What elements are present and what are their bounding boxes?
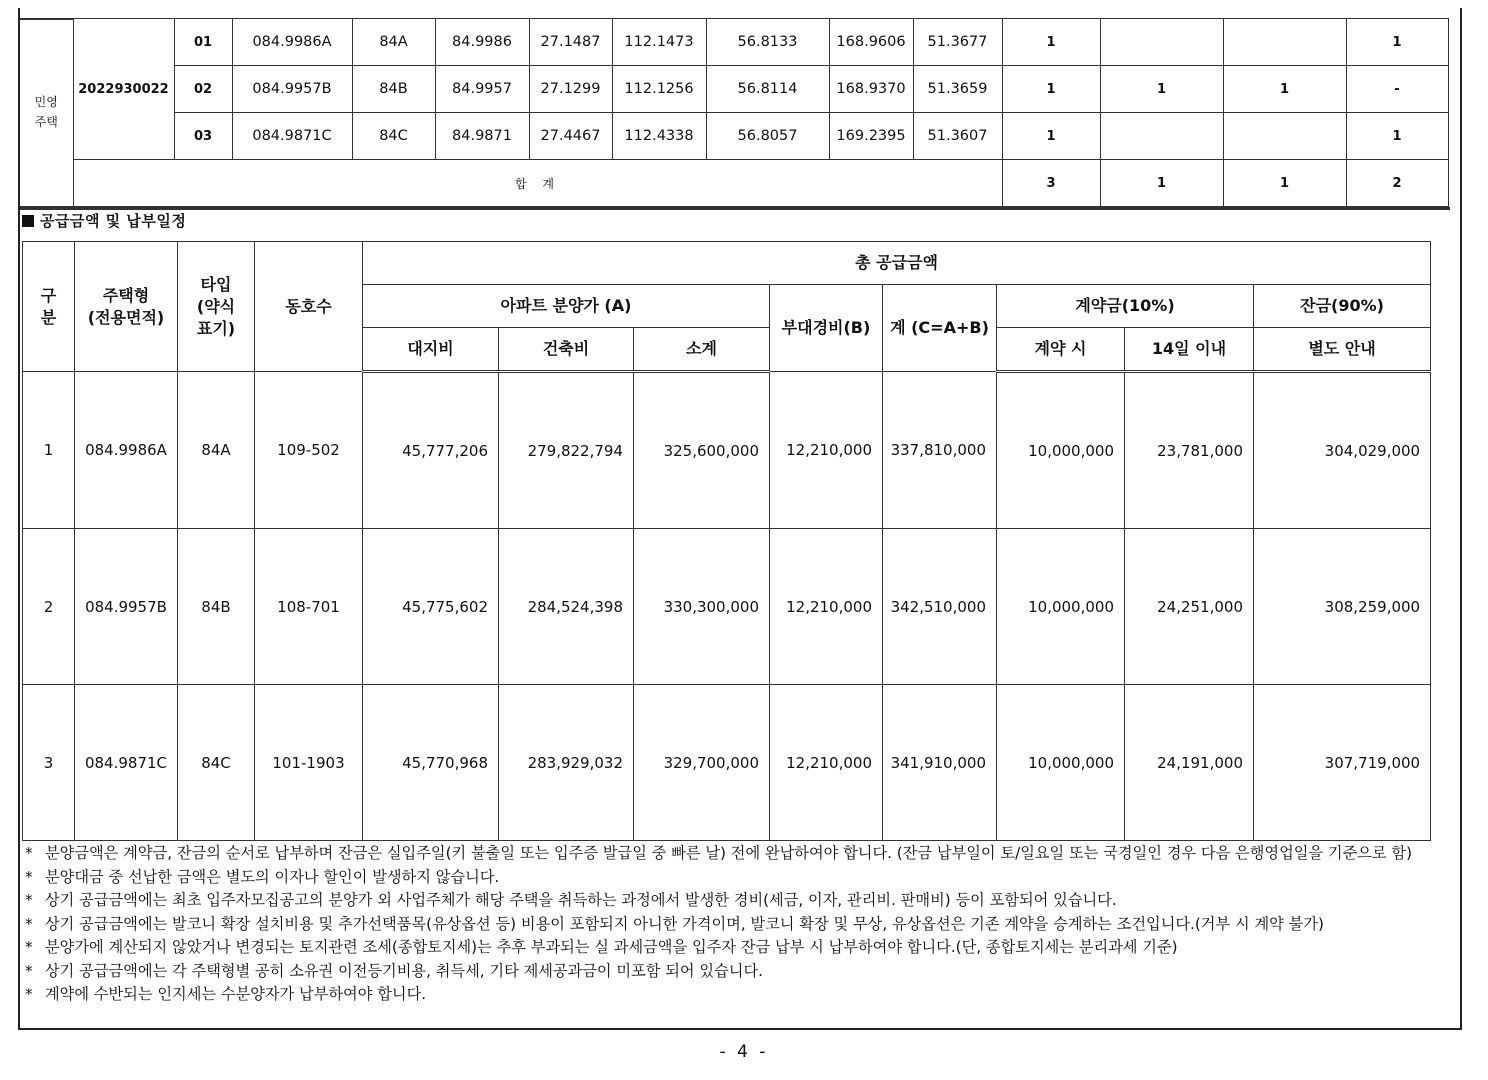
balance: 308,259,000 <box>1254 529 1431 685</box>
category-label: 민영 주택 <box>20 19 73 207</box>
note-item <box>24 842 1444 866</box>
unit-number: 109-502 <box>255 372 363 529</box>
note-text: 분양금액은 계약금, 잔금의 순서로 납부하며 잔금은 실입주일(키 불출일 또는 입주증 발급일 중 빠른 날) 전에 완납하여야 합니다. (잔금 납부일이 토/일요일 또는 국경일인 경우 다음 은행영업일을 기준으로 함) <box>45 844 1413 862</box>
note-item <box>24 936 1444 960</box>
extra-cost: 12,210,000 <box>770 529 883 685</box>
total-count: 3 <box>1002 160 1100 207</box>
col-sum: 계 (C=A+B) <box>883 285 997 372</box>
asterisk-icon: * <box>25 844 33 862</box>
household-count: - <box>1346 66 1448 113</box>
table-row <box>20 113 1448 160</box>
area-value: 27.1487 <box>529 19 612 66</box>
sum: 337,810,000 <box>883 372 997 529</box>
total-count: 1 <box>1100 160 1223 207</box>
on-contract: 10,000,000 <box>997 372 1125 529</box>
area-value: 51.3659 <box>913 66 1002 113</box>
col-land: 대지비 <box>363 328 499 372</box>
area-value: 27.4467 <box>529 113 612 160</box>
area-value: 56.8057 <box>706 113 829 160</box>
sum: 342,510,000 <box>883 529 997 685</box>
household-count: 1 <box>1002 66 1100 113</box>
type-abbr: 84B <box>178 529 255 685</box>
col-type-abbr: 타입 (약식 표기) <box>178 242 255 372</box>
subtotal: 329,700,000 <box>634 685 770 841</box>
within-14: 24,191,000 <box>1125 685 1254 841</box>
total-count: 2 <box>1346 160 1448 207</box>
asterisk-icon: * <box>25 938 33 956</box>
extra-cost: 12,210,000 <box>770 685 883 841</box>
type-abbr: 84A <box>178 372 255 529</box>
housing-type: 084.9986A <box>75 372 178 529</box>
note-item <box>24 960 1444 984</box>
row-no: 01 <box>174 19 232 66</box>
area-value: 169.2395 <box>829 113 913 160</box>
note-text: 상기 공급금액에는 최초 입주자모집공고의 분양가 외 사업주체가 해당 주택을 취득하는 과정에서 발생한 경비(세금, 이자, 관리비. 판매비) 등이 포함되어 있습니다. <box>45 891 1117 909</box>
area-value: 51.3677 <box>913 19 1002 66</box>
land-cost: 45,770,968 <box>363 685 499 841</box>
col-unit: 동호수 <box>255 242 363 372</box>
row-no: 2 <box>23 529 75 685</box>
type-abbr: 84C <box>178 685 255 841</box>
note-item <box>24 866 1444 890</box>
asterisk-icon: * <box>25 961 33 980</box>
total-row <box>20 160 1448 207</box>
note-item <box>24 913 1444 937</box>
asterisk-icon: * <box>25 867 33 886</box>
household-count <box>1223 113 1346 160</box>
household-count <box>1223 19 1346 66</box>
note-text: 계약에 수반되는 인지세는 수분양자가 납부하여야 합니다. <box>45 985 427 1003</box>
row-no: 02 <box>174 66 232 113</box>
building-cost: 283,929,032 <box>499 685 634 841</box>
col-apt-price: 아파트 분양가 (A) <box>363 285 770 328</box>
table-row <box>23 372 1431 529</box>
within-14: 23,781,000 <box>1125 372 1254 529</box>
area-value: 51.3607 <box>913 113 1002 160</box>
total-count: 1 <box>1223 160 1346 207</box>
row-no: 03 <box>174 113 232 160</box>
table-row <box>23 529 1431 685</box>
subtotal: 330,300,000 <box>634 529 770 685</box>
area-value: 56.8133 <box>706 19 829 66</box>
price-schedule-table <box>22 241 1431 841</box>
household-count: 1 <box>1346 113 1448 160</box>
header-row <box>23 242 1431 285</box>
area-value: 112.1256 <box>612 66 706 113</box>
col-housing-type: 주택형 (전용면적) <box>75 242 178 372</box>
area-value: 168.9606 <box>829 19 913 66</box>
col-building: 건축비 <box>499 328 634 372</box>
area-value: 84.9871 <box>435 113 529 160</box>
total-label: 합 계 <box>73 160 1002 207</box>
type-abbr: 84C <box>352 113 435 160</box>
type-abbr: 84B <box>352 66 435 113</box>
building-cost: 284,524,398 <box>499 529 634 685</box>
col-gubun: 구 분 <box>23 242 75 372</box>
section-title <box>22 210 186 231</box>
section-title-text: 공급금액 및 납부일정 <box>40 212 187 230</box>
row-no: 3 <box>23 685 75 841</box>
area-value: 112.1473 <box>612 19 706 66</box>
note-text: 분양가에 계산되지 않았거나 변경되는 토지관련 조세(종합토지세)는 추후 부과되는 실 과세금액을 입주자 잔금 납부 시 납부하여야 합니다.(단, 종합토지세는 분리과세 기준) <box>45 938 1178 956</box>
model-number: 2022930022 <box>73 19 174 160</box>
land-cost: 45,775,602 <box>363 529 499 685</box>
table-row <box>23 685 1431 841</box>
area-value: 84.9986 <box>435 19 529 66</box>
household-count: 1 <box>1002 19 1100 66</box>
area-value: 112.4338 <box>612 113 706 160</box>
household-count: 1 <box>1100 66 1223 113</box>
type-code: 084.9957B <box>232 66 352 113</box>
asterisk-icon: * <box>25 914 33 933</box>
on-contract: 10,000,000 <box>997 529 1125 685</box>
land-cost: 45,777,206 <box>363 372 499 529</box>
note-text: 분양대금 중 선납한 금액은 별도의 이자나 할인이 발생하지 않습니다. <box>45 867 500 886</box>
col-subtotal: 소계 <box>634 328 770 372</box>
extra-cost: 12,210,000 <box>770 372 883 529</box>
on-contract: 10,000,000 <box>997 685 1125 841</box>
household-count: 1 <box>1223 66 1346 113</box>
building-cost: 279,822,794 <box>499 372 634 529</box>
housing-type: 084.9871C <box>75 685 178 841</box>
asterisk-icon: * <box>25 985 33 1003</box>
square-bullet-icon <box>22 215 34 227</box>
asterisk-icon: * <box>25 891 33 909</box>
note-text: 상기 공급금액에는 발코니 확장 설치비용 및 추가선택품목(유상옵션 등) 비용이 포함되지 아니한 가격이며, 발코니 확장 및 무상, 유상옵션은 기존 계약을 승계하는 조건입니다.(거부 시 계약 불가) <box>45 914 1324 933</box>
col-deposit: 계약금(10%) <box>997 285 1254 328</box>
col-on-contract: 계약 시 <box>997 328 1125 372</box>
unit-breakdown-table <box>20 18 1449 207</box>
type-code: 084.9986A <box>232 19 352 66</box>
note-item <box>24 983 1444 1007</box>
page-number: - 4 - <box>719 1042 769 1062</box>
col-separate: 별도 안내 <box>1254 328 1431 372</box>
household-count <box>1100 19 1223 66</box>
table-row <box>20 19 1448 66</box>
section-divider <box>20 207 1450 210</box>
sum: 341,910,000 <box>883 685 997 841</box>
area-value: 27.1299 <box>529 66 612 113</box>
unit-number: 108-701 <box>255 529 363 685</box>
within-14: 24,251,000 <box>1125 529 1254 685</box>
type-code: 084.9871C <box>232 113 352 160</box>
table-row <box>20 66 1448 113</box>
household-count: 1 <box>1002 113 1100 160</box>
unit-number: 101-1903 <box>255 685 363 841</box>
type-abbr: 84A <box>352 19 435 66</box>
balance: 307,719,000 <box>1254 685 1431 841</box>
col-balance: 잔금(90%) <box>1254 285 1431 328</box>
area-value: 56.8114 <box>706 66 829 113</box>
col-total-supply: 총 공급금액 <box>363 242 1431 285</box>
row-no: 1 <box>23 372 75 529</box>
household-count <box>1100 113 1223 160</box>
col-extra: 부대경비(B) <box>770 285 883 372</box>
top-rule <box>20 18 74 20</box>
area-value: 84.9957 <box>435 66 529 113</box>
area-value: 168.9370 <box>829 66 913 113</box>
subtotal: 325,600,000 <box>634 372 770 529</box>
housing-type: 084.9957B <box>75 529 178 685</box>
balance: 304,029,000 <box>1254 372 1431 529</box>
note-item <box>24 889 1444 913</box>
household-count: 1 <box>1346 19 1448 66</box>
col-within-14: 14일 이내 <box>1125 328 1254 372</box>
notes-list <box>24 842 1444 1007</box>
note-text: 상기 공급금액에는 각 주택형별 공히 소유권 이전등기비용, 취득세, 기타 제세공과금이 미포함 되어 있습니다. <box>45 961 763 980</box>
